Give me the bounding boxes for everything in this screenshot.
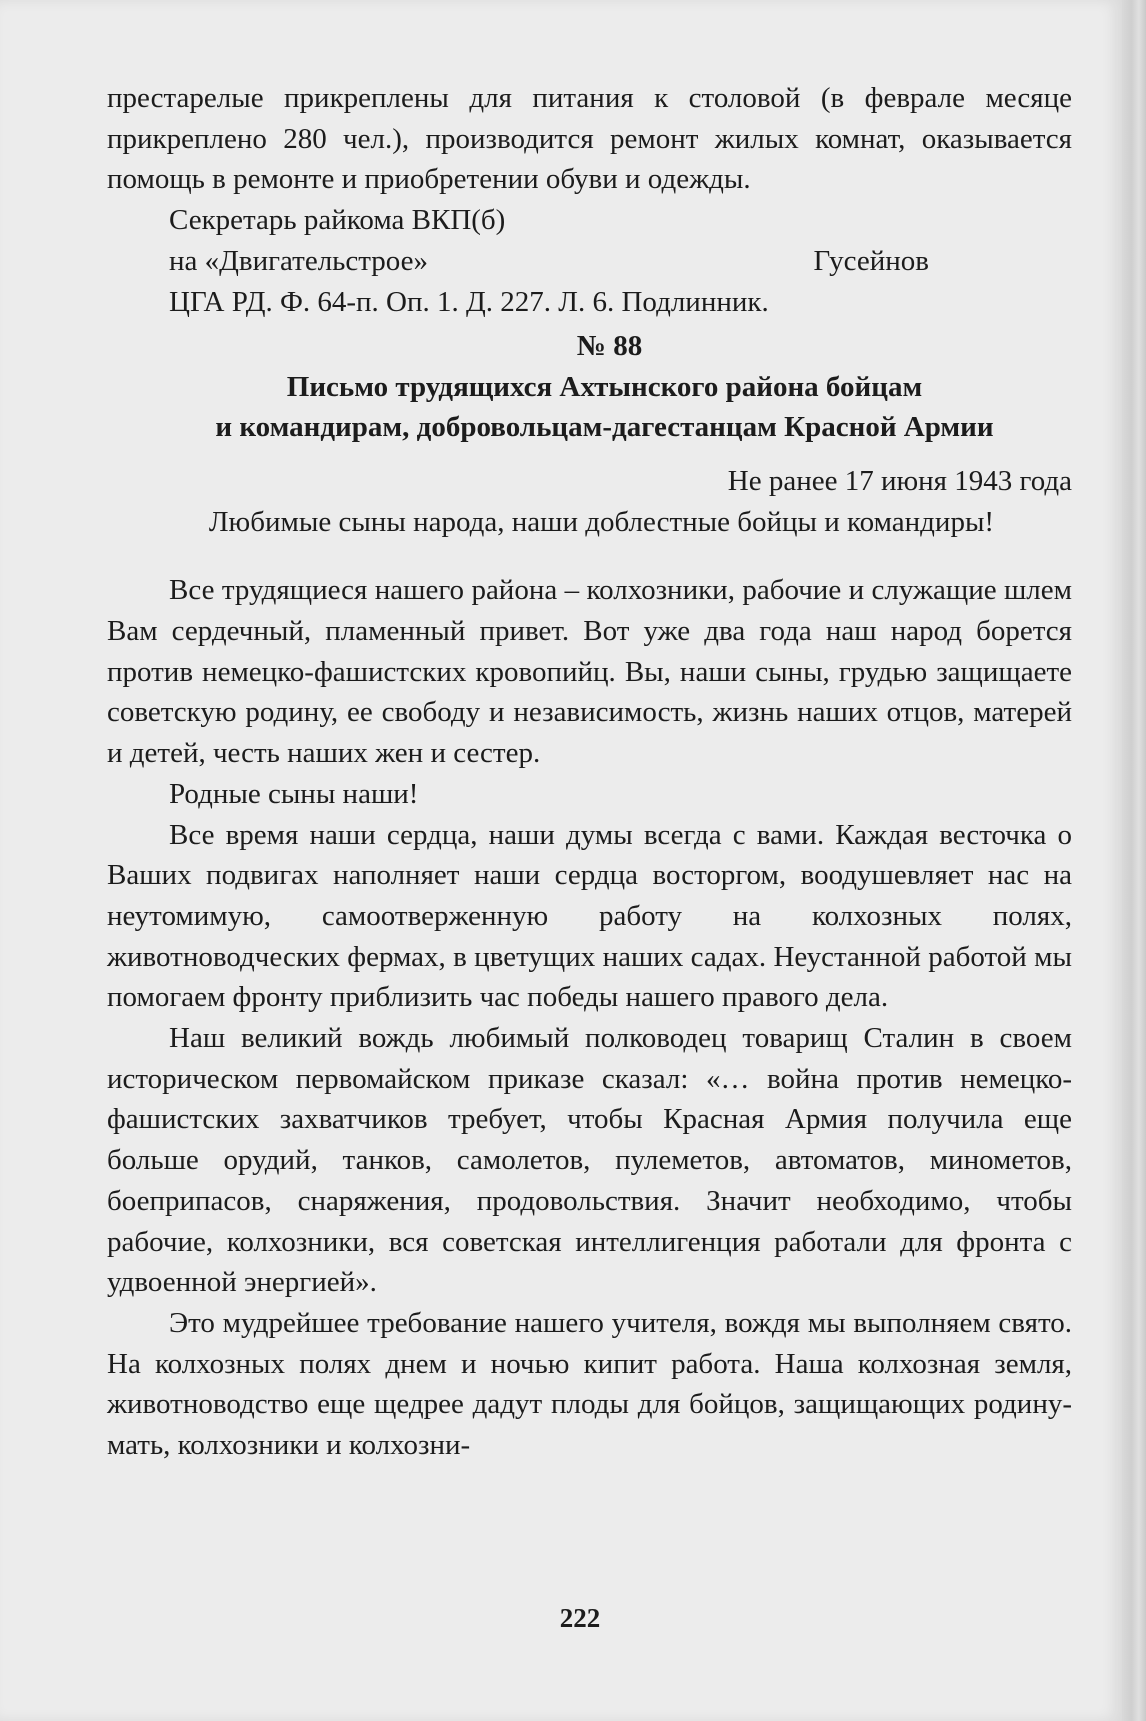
signature-title-line-1: Секретарь райкома ВКП(б) [169, 204, 506, 237]
signature-title-line-2: на «Двигательстрое» [169, 244, 429, 277]
page-number: 222 [559, 1603, 601, 1633]
document-title-line-2: и командирам, добровольцам-дагестанцам Красной Армии [215, 410, 994, 443]
book-page-edge [1122, 0, 1146, 1721]
archive-reference: ЦГА РД. Ф. 64-п. Оп. 1. Д. 227. Л. 6. Подлинник. [169, 285, 769, 318]
document-date: Не ранее 17 июня 1943 года [727, 464, 1072, 497]
paragraph-2: Все время наши сердца, наши думы всегда с вами. Каждая весточка о Ваших подвигах наполняет наши сердца восторгом, воодушевляет нас на неутомимую, самоотверженную работу на колхозных полях, животноводческих фермах, в цветущих наших садах. Неустанной работой мы помогаем фронту приблизить час победы нашего правого дела. [107, 818, 1072, 1014]
signature-name: Гусейнов [813, 244, 929, 277]
address-line: Родные сыны наши! [169, 777, 419, 810]
salutation: Любимые сыны народа, наши доблестные бойцы и командиры! [208, 505, 995, 538]
paragraph-1: Все трудящиеся нашего района – колхозники, рабочие и служащие шлем Вам сердечный, пламенный привет. Вот уже два года наш народ борется против немецко-фашистских кровопийц. Вы, наши сыны, грудью защищаете советскую родину, ее свободу и независимость, жизнь наших отцов, матерей и детей, честь наших жен и сестер. [107, 574, 1072, 770]
paragraph-3: Наш великий вождь любимый полководец товарищ Сталин в своем историческом первомайском приказе сказал: «… война против немецко-фашистских захватчиков требует, чтобы Красная Армия получила еще больше орудий, танков, самолетов, пулеметов, автоматов, минометов, боеприпасов, снаряжения, продовольствия. Значит необходимо, чтобы рабочие, колхозники, вся советская интеллигенция работали для фронта с удвоенной энергией». [107, 1022, 1072, 1299]
signature-line [107, 241, 1072, 282]
paragraph-4: Это мудрейшее требование нашего учителя, вождя мы выполняем свято. На колхозных полях днем и ночью кипит работа. Наша колхозная земля, животноводство еще щедрее дадут плоды для бойцов, защищающих родину-мать, колхозники и колхозни- [107, 1306, 1072, 1462]
top-paragraph: престарелые прикреплены для питания к столовой (в феврале месяце прикреплено 280 чел.), производится ремонт жилых комнат, оказывается помощь в ремонте и приобретении обуви и одежды. [107, 82, 1072, 196]
document-title-line-1: Письмо трудящихся Ахтынского района бойцам [286, 370, 923, 403]
document-number: № 88 [576, 330, 643, 363]
page-text-block [107, 78, 1072, 1466]
document-title [107, 367, 1072, 447]
